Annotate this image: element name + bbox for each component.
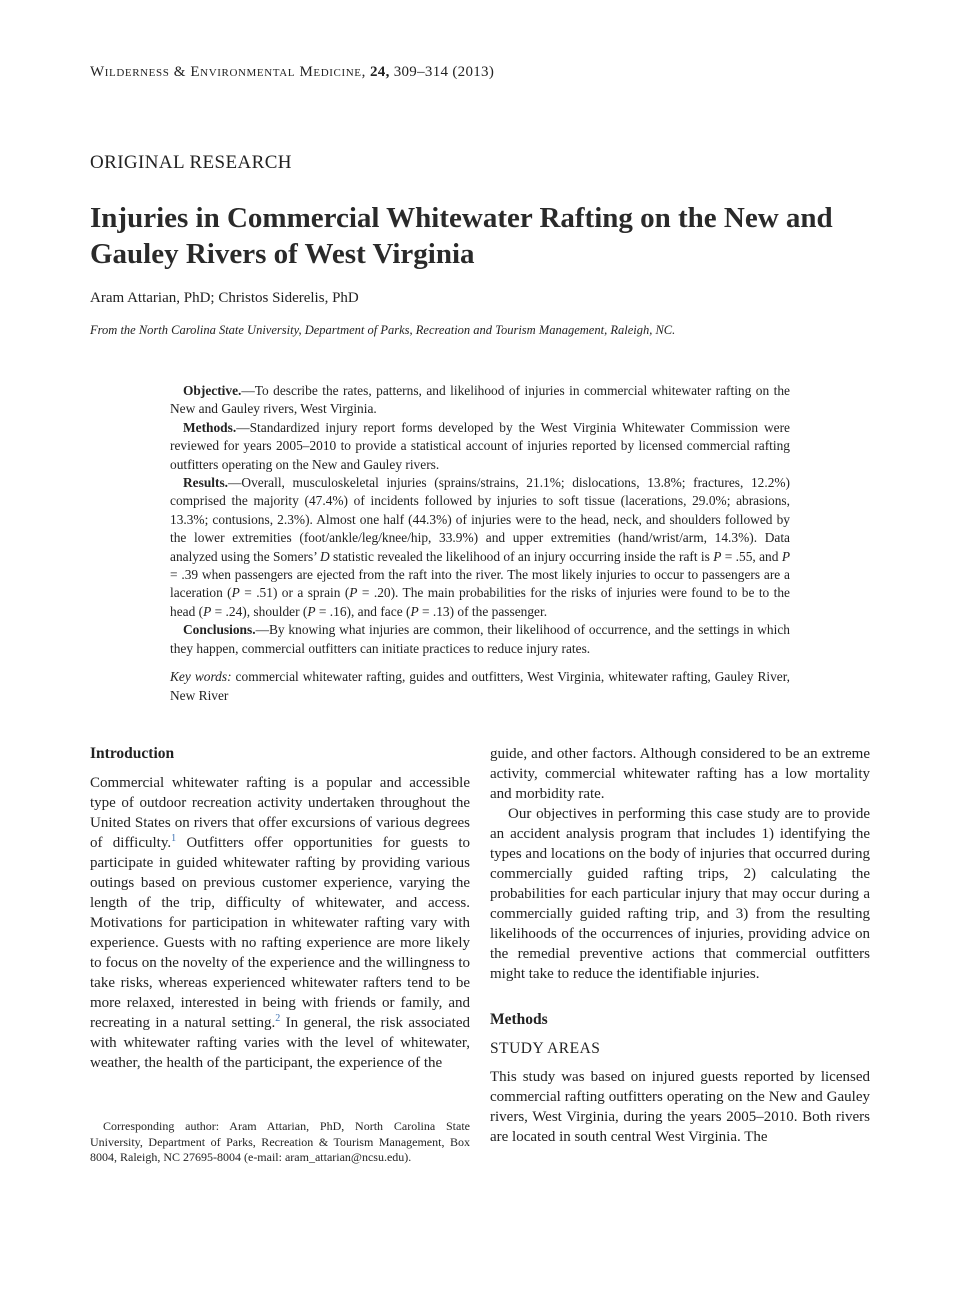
objective-label: Objective. <box>183 383 242 398</box>
results-d-symbol: D <box>320 548 330 564</box>
right-column <box>490 744 870 1147</box>
keywords-text: commercial whitewater rafting, guides and outfitters, West Virginia, whitewater rafting, Gauley River, New River <box>170 669 791 703</box>
results-text-3: = .55, and <box>721 548 782 564</box>
p-symbol: P <box>203 603 212 619</box>
abstract-objective <box>170 382 790 419</box>
conclusions-text: —By knowing what injuries are common, their likelihood of occurrence, and the settings in which they happen, commercial outfitters can initiate practices to reduce injury rates. <box>170 622 790 656</box>
left-column <box>90 744 470 1073</box>
p-symbol: P <box>410 603 419 619</box>
p-symbol: P <box>231 585 240 601</box>
section-label: ORIGINAL RESEARCH <box>90 152 292 173</box>
corresponding-author-note: Corresponding author: Aram Attarian, PhD, North Carolina State University, Department of Parks, Recreation & Tourism Management, Box 8004, Raleigh, NC 27695-8004 (e-mail: aram_attarian@ncsu.edu). <box>90 1119 470 1164</box>
intro-text-b: Outfitters offer opportunities for guests to participate in guided whitewater rafting by providing various outings based on previous customer experience, varying the length of the trip, difficulty of whitewater, and access. Motivations for participation in whitewater rafting vary with experience. Guests with no rafting experience are more likely to focus on the novelty of the experience and the willingness to take risks, whereas experienced whitewater rafters tend to be more relaxed, interested in being with friends or family, and recreating in a natural setting. <box>90 835 470 1031</box>
reference-link-1[interactable]: 1 <box>171 833 177 844</box>
study-areas-subheading: STUDY AREAS <box>490 1040 601 1057</box>
results-text-5: = .51) or a sprain ( <box>239 585 350 601</box>
p-symbol: P <box>307 603 316 619</box>
p-symbol: P <box>781 548 790 564</box>
methods-label: Methods. <box>183 419 237 435</box>
introduction-paragraph-2: Our objectives in performing this case study are to provide an accident analysis program that includes 1) identifying the types and locations on the body of injuries that occurred during commercially guided rafting trips, 2) calculating the probabilities for each particular injury that may occur during a commercially guided rafting trip, and 3) from the resulting likelihoods of the occurrences of injuries, providing advice on the remedial preventive actions that commercial outfitters might take to reduce the identifiable injuries. <box>490 806 870 982</box>
intro-text-c: In general, the risk associated with whitewater rafting varies with the level of whitewater, weather, the health of the participant, the experience of the <box>90 1015 470 1071</box>
affiliation: From the North Carolina State University, Department of Parks, Recreation and Tourism Management, Raleigh, NC. <box>90 323 676 337</box>
abstract-conclusions <box>170 621 790 658</box>
p-symbol: P <box>349 585 358 601</box>
results-text-7: = .24), shoulder ( <box>211 603 308 619</box>
results-text-8: = .16), and face ( <box>315 603 411 619</box>
results-text-9: = .13) of the passenger. <box>418 603 548 619</box>
abstract <box>170 382 790 705</box>
results-text-2: statistic revealed the likelihood of an injury occurring inside the raft is <box>329 548 714 564</box>
introduction-paragraph-1 <box>90 773 470 1073</box>
introduction-heading: Introduction <box>90 745 175 762</box>
methods-text: —Standardized injury report forms developed by the West Virginia Whitewater Commission were reviewed for years 2005–2010 to provide a statistical account of injuries reported by licensed commercial rafting outfitters operating on the New and Gauley rivers. <box>170 419 790 472</box>
article-title: Injuries in Commercial Whitewater Rafting on the New and Gauley Rivers of West Virginia <box>90 202 833 270</box>
results-text-1: —Overall, musculoskeletal injuries (sprains/strains, 21.1%; dislocations, 13.8%; fractures, 12.2%) comprised the majority (47.4%) of incidents followed by injuries to soft tissue (lacerations, 29.0%; abrasions, 13.3%; contusions, 2.3%). Almost one half (44.3%) of injuries were to the head, neck, and shoulders followed by the lower extremities (foot/ankle/leg/knee/hip, 33.9%) and upper extremities (hand/wrist/arm, 14.3%). Data analyzed using the Somers’ <box>170 475 790 564</box>
journal-name: Wilderness & Environmental Medicine, <box>90 64 366 80</box>
p-symbol: P <box>713 548 722 564</box>
journal-pages-year: 309–314 (2013) <box>393 64 495 80</box>
abstract-results <box>170 474 790 621</box>
results-text-6: = .20). The main probabilities for the risks of injuries were found to be to the head ( <box>170 585 790 619</box>
methods-heading: Methods <box>490 1011 548 1028</box>
keywords-label: Key words: <box>170 669 232 685</box>
abstract-keywords <box>170 668 790 705</box>
authors: Aram Attarian, PhD; Christos Siderelis, PhD <box>90 290 359 306</box>
section-spacer <box>490 984 870 1010</box>
abstract-methods <box>170 419 790 474</box>
reference-link-2[interactable]: 2 <box>275 1013 281 1024</box>
conclusions-label: Conclusions. <box>183 622 256 638</box>
objective-text: —To describe the rates, patterns, and likelihood of injuries in commercial whitewater rafting on the New and Gauley rivers, West Virginia. <box>170 383 790 417</box>
journal-header <box>90 64 494 81</box>
introduction-paragraph-1-continued: guide, and other factors. Although considered to be an extreme activity, commercial whitewater rafting has a low mortality and morbidity rate. <box>490 746 870 802</box>
methods-paragraph-1: This study was based on injured guests reported by licensed commercial rafting outfitters operating on the New and Gauley rivers, West Virginia, during the years 2005–2010. Both rivers are located in south central West Virginia. The <box>490 1069 870 1145</box>
intro-text-a: Commercial whitewater rafting is a popular and accessible type of outdoor recreation activity undertaken throughout the United States on rivers that offer excursions of various degrees of difficulty. <box>90 775 470 851</box>
results-label: Results. <box>183 475 229 491</box>
results-text-4: = .39 when passengers are ejected from the raft into the river. The most likely injuries to occur to passengers are a laceration ( <box>170 567 790 601</box>
journal-volume: 24, <box>369 64 390 80</box>
